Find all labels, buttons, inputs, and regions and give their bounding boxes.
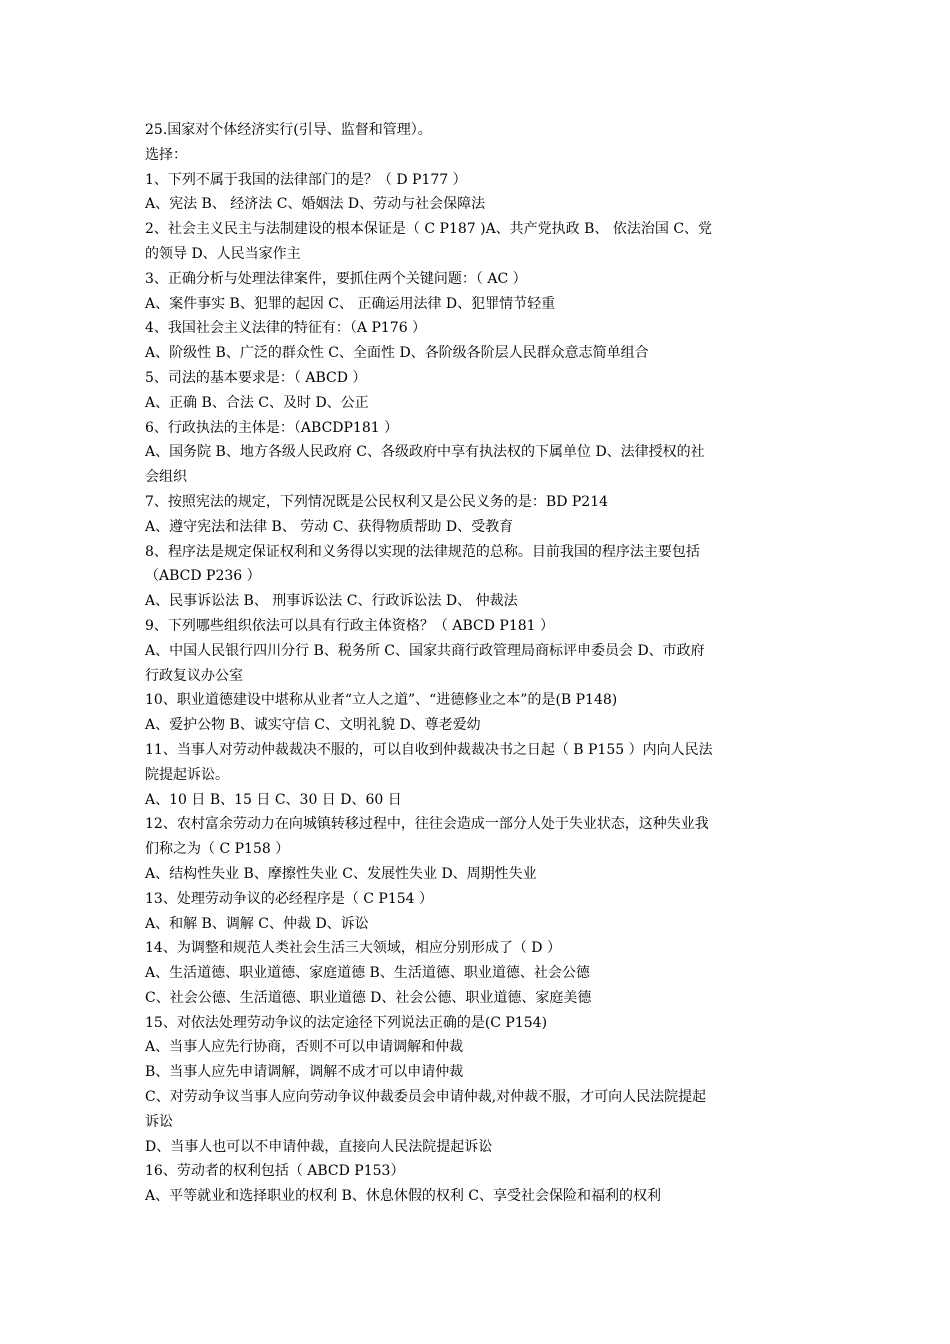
text-line: A、生活道德、职业道德、家庭道德 B、生活道德、职业道德、社会公德 [145, 965, 590, 982]
text-line: （ABCD P236 ） [145, 568, 261, 585]
text-line: 1、下列不属于我国的法律部门的是？（ D P177 ） [145, 171, 467, 188]
text-line: 的领导 D、人民当家作主 [145, 245, 301, 262]
text-line: 12、农村富余劳动力在向城镇转移过程中，往往会造成一部分人处于失业状态，这种失业我 [145, 816, 709, 833]
text-line: A、爱护公物 B、诚实守信 C、文明礼貌 D、尊老爱幼 [145, 717, 481, 734]
text-line: 16、劳动者的权利包括（ ABCD P153） [145, 1163, 405, 1180]
text-line: 诉讼 [145, 1113, 173, 1130]
text-line: 4、我国社会主义法律的特征有：（A P176 ） [145, 320, 427, 337]
text-line: A、10 日 B、15 日 C、30 日 D、60 日 [145, 791, 402, 808]
text-line: A、中国人民银行四川分行 B、税务所 C、国家共商行政管理局商标评申委员会 D、市政府 [145, 642, 705, 659]
text-line: A、民事诉讼法 B、 刑事诉讼法 C、行政诉讼法 D、 仲裁法 [145, 593, 518, 610]
text-line: 院提起诉讼。 [145, 766, 229, 783]
text-line: 6、行政执法的主体是：（ABCDP181 ） [145, 419, 399, 436]
text-line: 8、程序法是规定保证权利和义务得以实现的法律规范的总称。目前我国的程序法主要包括 [145, 543, 700, 560]
text-line: 9、下列哪些组织依法可以具有行政主体资格？（ ABCD P181 ） [145, 617, 554, 634]
text-line: C、社会公德、生活道德、职业道德 D、社会公德、职业道德、家庭美德 [145, 989, 592, 1006]
text-line: 3、正确分析与处理法律案件，要抓住两个关键问题：（ AC ） [145, 270, 527, 287]
text-line: A、和解 B、调解 C、仲裁 D、诉讼 [145, 915, 369, 932]
text-line: 们称之为（ C P158 ） [145, 841, 290, 858]
text-line: A、宪法 B、 经济法 C、婚姻法 D、劳动与社会保障法 [145, 196, 486, 213]
text-line: A、案件事实 B、犯罪的起因 C、 正确运用法律 D、犯罪情节轻重 [145, 295, 556, 312]
text-line: A、遵守宪法和法律 B、 劳动 C、获得物质帮助 D、受教育 [145, 518, 514, 535]
text-line: 选择： [145, 146, 187, 163]
text-line: A、阶级性 B、广泛的群众性 C、全面性 D、各阶级各阶层人民群众意志简单组合 [145, 345, 649, 362]
text-line: 2、社会主义民主与法制建设的根本保证是（ C P187 )A、共产党执政 B、 依法治国 C、党 [145, 221, 713, 238]
text-line: A、当事人应先行协商，否则不可以申请调解和仲裁 [145, 1039, 464, 1056]
text-line: 25.国家对个体经济实行(引导、监督和管理）。 [145, 122, 432, 138]
text-line: 15、对依法处理劳动争议的法定途径下列说法正确的是(C P154) [145, 1014, 548, 1031]
text-line: 7、按照宪法的规定，下列情况既是公民权利又是公民义务的是：BD P214 [145, 493, 609, 510]
text-line: B、当事人应先申请调解，调解不成才可以申请仲裁 [145, 1064, 464, 1081]
text-line: C、对劳动争议当事人应向劳动争议仲裁委员会申请仲裁,对仲裁不服，才可向人民法院提起 [145, 1089, 707, 1106]
text-line: A、平等就业和选择职业的权利 B、休息休假的权利 C、享受社会保险和福利的权利 [145, 1188, 662, 1205]
text-line: 会组织 [145, 469, 187, 486]
text-line: A、正确 B、合法 C、及时 D、公正 [145, 394, 369, 411]
text-line: A、结构性失业 B、摩擦性失业 C、发展性失业 D、周期性失业 [145, 865, 537, 882]
text-line: 11、当事人对劳动仲裁裁决不服的，可以自收到仲裁裁决书之日起（ B P155 ）内向人民法 [145, 741, 713, 758]
text-line: 行政复议办公室 [145, 667, 243, 684]
text-line: 5、司法的基本要求是：（ ABCD ） [145, 369, 367, 386]
text-line: A、国务院 B、地方各级人民政府 C、各级政府中享有执法权的下属单位 D、法律授权的社 [145, 444, 705, 461]
text-line: 14、为调整和规范人类社会生活三大领域，相应分别形成了（ D ） [145, 940, 561, 957]
text-line: 13、处理劳动争议的必经程序是（ C P154 ） [145, 890, 434, 907]
text-line: D、当事人也可以不申请仲裁，直接向人民法院提起诉讼 [145, 1138, 493, 1155]
document-body [145, 118, 815, 1209]
text-line: 10、职业道德建设中堪称从业者“立人之道”、“进德修业之本”的是(B P148) [145, 692, 618, 709]
